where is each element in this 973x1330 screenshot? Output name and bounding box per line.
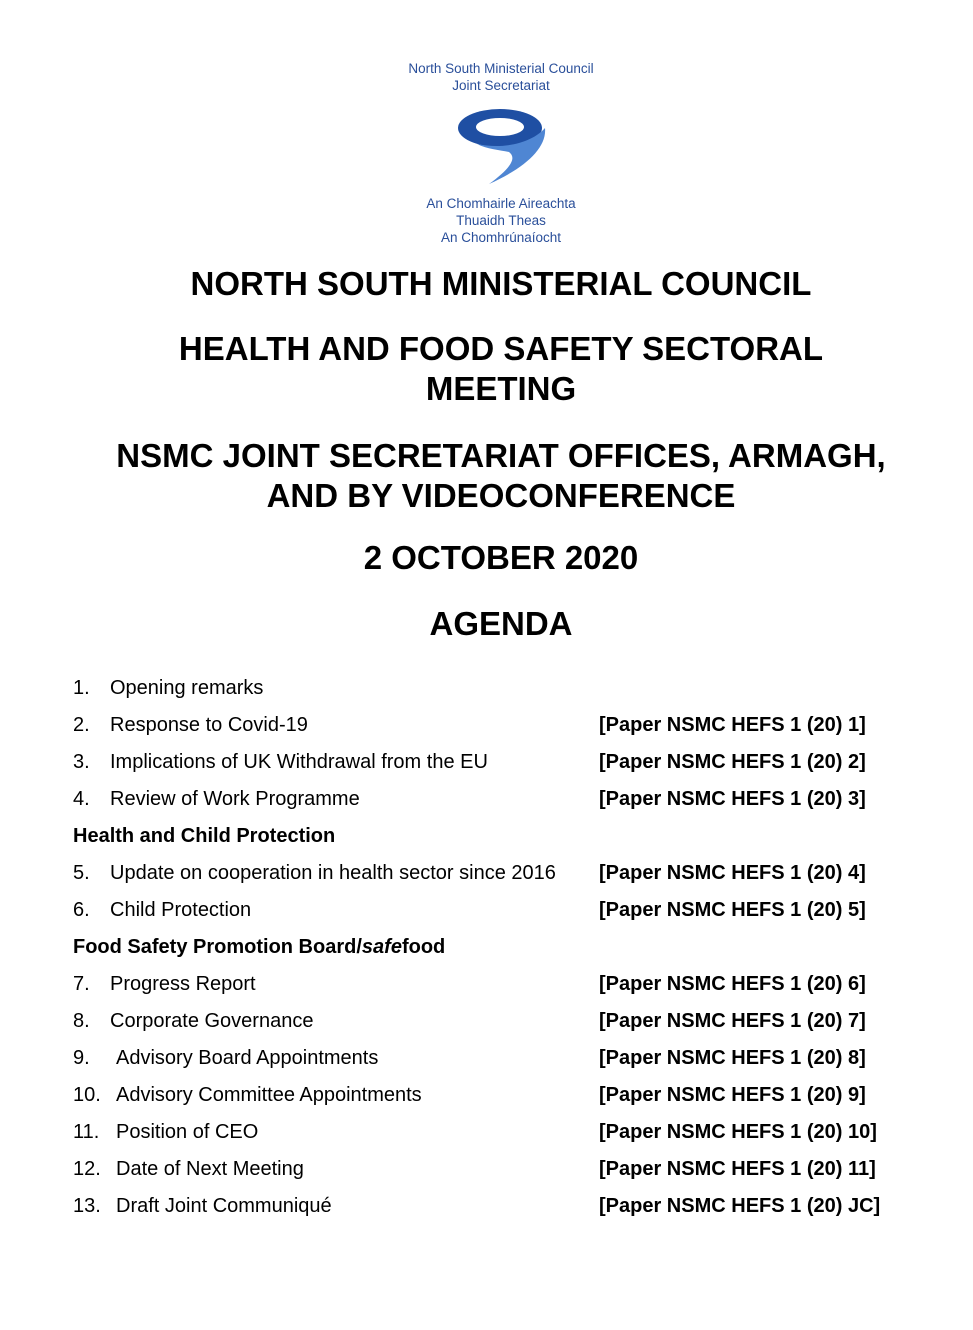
item-number: 9. xyxy=(73,1047,90,1069)
paper-reference: [Paper NSMC HEFS 1 (20) 3] xyxy=(599,788,866,810)
agenda-item xyxy=(73,670,933,707)
section-food-prefix: Food Safety Promotion Board/ xyxy=(73,936,362,958)
section-food-suffix: food xyxy=(401,936,446,958)
item-number: 5. xyxy=(73,862,90,884)
item-number: 8. xyxy=(73,1010,90,1032)
paper-reference: [Paper NSMC HEFS 1 (20) 9] xyxy=(599,1084,866,1106)
paper-reference: [Paper NSMC HEFS 1 (20) 7] xyxy=(599,1010,866,1032)
item-title: Review of Work Programme xyxy=(110,788,360,810)
council-heading: NORTH SOUTH MINISTERIAL COUNCIL xyxy=(190,265,812,302)
date-heading: 2 OCTOBER 2020 xyxy=(363,539,639,576)
agenda-heading: AGENDA xyxy=(429,605,573,642)
paper-reference: [Paper NSMC HEFS 1 (20) JC] xyxy=(599,1195,881,1217)
item-title: Draft Joint Communiqué xyxy=(116,1195,332,1217)
item-number: 7. xyxy=(73,973,90,995)
agenda-item xyxy=(73,1077,933,1114)
paper-reference: [Paper NSMC HEFS 1 (20) 2] xyxy=(599,751,866,773)
item-number: 2. xyxy=(73,714,90,736)
paper-reference: [Paper NSMC HEFS 1 (20) 8] xyxy=(599,1047,866,1069)
section-food-italic: safe xyxy=(361,936,402,958)
paper-reference: [Paper NSMC HEFS 1 (20) 11] xyxy=(599,1158,876,1180)
logo-line-3: An Chomhairle Aireachta xyxy=(426,196,576,211)
item-title: Response to Covid-19 xyxy=(110,714,308,736)
agenda-item xyxy=(73,1114,933,1151)
item-title: Position of CEO xyxy=(116,1121,259,1143)
item-title: Opening remarks xyxy=(110,677,264,699)
logo-line-1: North South Ministerial Council xyxy=(408,61,594,76)
meeting-heading-line-2: MEETING xyxy=(425,370,577,407)
agenda-item xyxy=(73,1151,933,1188)
item-title: Update on cooperation in health sector since 2016 xyxy=(110,862,556,884)
item-number: 3. xyxy=(73,751,90,773)
agenda-item xyxy=(73,707,933,744)
paper-reference: [Paper NSMC HEFS 1 (20) 10] xyxy=(599,1121,877,1143)
meeting-heading xyxy=(0,329,973,409)
venue-heading-line-1: NSMC JOINT SECRETARIAT OFFICES, ARMAGH, xyxy=(116,437,886,474)
logo-irish-text xyxy=(400,195,602,246)
meeting-heading-line-1: HEALTH AND FOOD SAFETY SECTORAL xyxy=(178,330,824,367)
agenda-item xyxy=(73,855,933,892)
item-title: Date of Next Meeting xyxy=(116,1158,304,1180)
item-title: Child Protection xyxy=(110,899,252,921)
agenda-list xyxy=(73,670,933,1225)
paper-reference: [Paper NSMC HEFS 1 (20) 5] xyxy=(599,899,866,921)
agenda-item xyxy=(73,1188,933,1225)
logo-line-5: An Chomhrúnaíocht xyxy=(440,230,562,245)
section-heading-health: Health and Child Protection xyxy=(73,825,336,847)
agenda-item xyxy=(73,892,933,929)
paper-reference: [Paper NSMC HEFS 1 (20) 1] xyxy=(599,714,866,736)
logo-emblem-icon xyxy=(455,104,549,188)
logo-line-4: Thuaidh Theas xyxy=(456,213,546,228)
section-heading-food-safety xyxy=(73,929,933,966)
item-number: 13. xyxy=(73,1195,101,1217)
item-number: 11. xyxy=(73,1121,100,1143)
item-number: 6. xyxy=(73,899,90,921)
item-number: 12. xyxy=(73,1158,101,1180)
agenda-item xyxy=(73,1003,933,1040)
venue-heading-line-2: AND BY VIDEOCONFERENCE xyxy=(266,477,736,514)
item-title: Advisory Committee Appointments xyxy=(116,1084,422,1106)
item-number: 4. xyxy=(73,788,90,810)
item-number: 1. xyxy=(73,677,90,699)
nsmc-logo xyxy=(400,56,602,246)
paper-reference: [Paper NSMC HEFS 1 (20) 4] xyxy=(599,862,866,884)
agenda-item xyxy=(73,1040,933,1077)
agenda-item xyxy=(73,781,933,818)
agenda-item xyxy=(73,966,933,1003)
logo-english-text xyxy=(400,60,602,94)
logo-line-2: Joint Secretariat xyxy=(452,78,550,93)
agenda-item xyxy=(73,744,933,781)
item-title: Progress Report xyxy=(110,973,256,995)
paper-reference: [Paper NSMC HEFS 1 (20) 6] xyxy=(599,973,866,995)
item-number: 10. xyxy=(73,1084,101,1106)
item-title: Implications of UK Withdrawal from the EU xyxy=(110,751,488,773)
venue-heading xyxy=(0,436,973,516)
item-title: Advisory Board Appointments xyxy=(116,1047,379,1069)
item-title: Corporate Governance xyxy=(110,1010,314,1032)
